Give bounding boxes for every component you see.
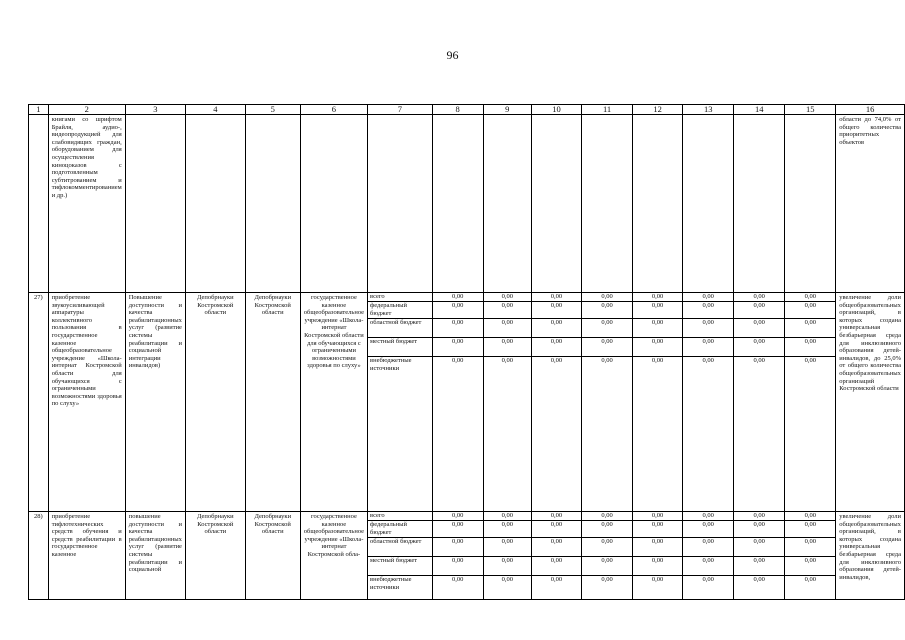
value-cell: 0,00	[433, 338, 483, 357]
result-cell: увеличение доли общеобразовательных организаций, в которых создана универсальная безбарьерная среда для инклюзивного образования детей-инвалидов, до 25,0% от общего количества общеобразовательных организаций Костромской области	[836, 293, 905, 512]
value-cell: 0,00	[633, 512, 682, 521]
value-column	[734, 512, 785, 600]
value-cell: 0,00	[683, 319, 733, 338]
value-cell: 0,00	[734, 557, 784, 576]
header-cell: 4	[185, 105, 245, 115]
value-cell: 0,00	[785, 538, 835, 557]
source-label: всего	[368, 512, 432, 521]
source-label: местный бюджет	[368, 338, 432, 357]
task-cell: повышение доступности и качества реабилитационных услуг (развитие системы реабилитации и социальной	[125, 512, 185, 600]
value-cell: 0,00	[683, 512, 733, 521]
value-cell: 0,00	[550, 357, 563, 364]
value-cell: 0,00	[582, 293, 632, 302]
value-column	[582, 512, 633, 600]
value-cell: 0,00	[702, 576, 714, 583]
value-cell: 0,00	[532, 319, 581, 338]
value-cell: 0,00	[683, 293, 733, 302]
value-cell: 0,00	[433, 521, 483, 538]
header-cell: 16	[836, 105, 905, 115]
value-cell: 0,00	[633, 538, 682, 557]
value-cell: 0,00	[734, 521, 784, 538]
source-label: областной бюджет	[368, 538, 432, 557]
value-cell: 0,00	[702, 357, 714, 364]
value-cell: 0,00	[582, 338, 632, 357]
value-cell: 0,00	[451, 357, 464, 364]
value-cell: 0,00	[734, 512, 784, 521]
header-cell: 3	[125, 105, 185, 115]
value-cell: 0,00	[532, 538, 581, 557]
header-cell: 14	[734, 105, 785, 115]
value-cell: 0,00	[582, 512, 632, 521]
value-cell: 0,00	[484, 338, 531, 357]
source-label: внебюджетные источники	[370, 576, 412, 591]
value-cell: 0,00	[683, 302, 733, 319]
value-cell: 0,00	[785, 338, 835, 357]
table-row-continued	[29, 115, 905, 293]
value-cell: 0,00	[753, 357, 765, 364]
source-label: федеральный бюджет	[368, 302, 432, 319]
value-column	[483, 293, 531, 512]
value-column	[785, 512, 836, 600]
value-cell: 0,00	[785, 293, 835, 302]
value-cell: 0,00	[433, 512, 483, 521]
header-cell: 2	[48, 105, 125, 115]
table-row-28	[29, 512, 905, 600]
value-column	[531, 512, 581, 600]
recipient-cell: государственное казенное общеобразовательное учреждение «Школа-интернат Костромской обла-	[300, 512, 367, 600]
value-cell: 0,00	[633, 557, 682, 576]
value-cell: 0,00	[532, 521, 581, 538]
value-cell: 0,00	[484, 293, 531, 302]
value-cell: 0,00	[785, 521, 835, 538]
row-number: 28)	[29, 512, 49, 600]
value-cell: 0,00	[785, 302, 835, 319]
measure-cell: приобретение тифлотехнических средств обучения и средств реабилитации в государственное казенное	[48, 512, 125, 600]
source-label: внебюджетные источники	[370, 357, 412, 372]
funding-sources	[368, 293, 433, 512]
value-cell: 0,00	[484, 512, 531, 521]
value-cell: 0,00	[451, 576, 464, 583]
value-column	[432, 512, 483, 600]
source-label: федеральный бюджет	[368, 521, 432, 538]
value-cell: 0,00	[582, 319, 632, 338]
value-cell: 0,00	[633, 338, 682, 357]
value-cell: 0,00	[753, 576, 765, 583]
value-column	[432, 293, 483, 512]
value-cell: 0,00	[582, 302, 632, 319]
header-cell: 13	[683, 105, 734, 115]
value-cell: 0,00	[651, 357, 664, 364]
value-cell: 0,00	[433, 538, 483, 557]
header-cell: 7	[368, 105, 433, 115]
value-cell: 0,00	[501, 357, 513, 364]
result-cell: области до 74,0% от общего количества приоритетных объектов	[836, 115, 905, 293]
value-cell: 0,00	[734, 538, 784, 557]
header-cell: 15	[785, 105, 836, 115]
value-cell: 0,00	[484, 302, 531, 319]
value-cell: 0,00	[550, 576, 563, 583]
header-cell: 1	[29, 105, 49, 115]
source-label: местный бюджет	[368, 557, 432, 576]
value-cell: 0,00	[633, 302, 682, 319]
header-cell: 11	[582, 105, 633, 115]
value-cell: 0,00	[785, 512, 835, 521]
value-column	[582, 293, 633, 512]
header-cell: 6	[300, 105, 367, 115]
header-cell: 5	[245, 105, 300, 115]
program-table	[28, 104, 905, 600]
value-cell: 0,00	[734, 319, 784, 338]
value-cell: 0,00	[683, 557, 733, 576]
value-cell: 0,00	[582, 538, 632, 557]
value-cell: 0,00	[532, 302, 581, 319]
executor-cell: Депобрнауки Костромской области	[245, 512, 300, 600]
value-cell: 0,00	[532, 293, 581, 302]
value-cell: 0,00	[433, 557, 483, 576]
customer-cell: Депобрнауки Костромской области	[185, 293, 245, 512]
executor-cell: Депобрнауки Костромской области	[245, 293, 300, 512]
value-cell: 0,00	[433, 302, 483, 319]
source-label: областной бюджет	[368, 319, 432, 338]
header-row	[29, 105, 905, 115]
value-cell: 0,00	[484, 538, 531, 557]
value-cell: 0,00	[785, 319, 835, 338]
value-column	[633, 512, 683, 600]
value-cell: 0,00	[683, 338, 733, 357]
table-row-27	[29, 293, 905, 512]
task-cell: Повышение доступности и качества реабилитационных услуг (развитие системы реабилитации и социальной интеграции инвалидов)	[125, 293, 185, 512]
row-number: 27)	[29, 293, 49, 512]
value-cell: 0,00	[683, 538, 733, 557]
header-cell: 8	[432, 105, 483, 115]
value-cell: 0,00	[633, 293, 682, 302]
value-cell: 0,00	[601, 357, 613, 364]
value-cell: 0,00	[734, 302, 784, 319]
header-cell: 10	[531, 105, 581, 115]
value-cell: 0,00	[633, 319, 682, 338]
measure-cell: приобретение звукоусиливающей аппаратуры коллективного пользования в государственное казенное общеобразовательное учреждение «Школа-интернат Костромской области для обучающихся с ограниченными возможностями здоровья по слуху»	[48, 293, 125, 512]
value-cell: 0,00	[582, 557, 632, 576]
funding-sources	[368, 512, 433, 600]
value-cell: 0,00	[601, 576, 613, 583]
value-cell: 0,00	[734, 293, 784, 302]
result-cell: увеличение доли общеобразовательных организаций, в которых создана универсальная безбарьерная среда для инклюзивного образования детей-инвалидов,	[836, 512, 905, 600]
value-cell: 0,00	[582, 521, 632, 538]
source-label: всего	[368, 293, 432, 302]
value-cell: 0,00	[734, 338, 784, 357]
value-cell: 0,00	[804, 576, 816, 583]
value-cell: 0,00	[501, 576, 513, 583]
value-cell: 0,00	[683, 521, 733, 538]
value-cell: 0,00	[804, 357, 816, 364]
value-cell: 0,00	[532, 557, 581, 576]
value-cell: 0,00	[484, 557, 531, 576]
value-cell: 0,00	[433, 293, 483, 302]
value-column	[734, 293, 785, 512]
value-column	[483, 512, 531, 600]
header-cell: 12	[633, 105, 683, 115]
value-column	[531, 293, 581, 512]
value-cell: 0,00	[484, 521, 531, 538]
page-number: 96	[446, 48, 459, 62]
customer-cell: Депобрнауки Костромской области	[185, 512, 245, 600]
value-cell: 0,00	[532, 512, 581, 521]
value-column	[633, 293, 683, 512]
value-cell: 0,00	[651, 576, 664, 583]
value-column	[785, 293, 836, 512]
value-cell: 0,00	[633, 521, 682, 538]
value-cell: 0,00	[433, 319, 483, 338]
header-cell: 9	[483, 105, 531, 115]
measure-cell: книгами со шрифтом Брайля, аудио-, видеопродукцией для слабовидящих граждан, оборудованием для осуществления киноцоказов с подготовленным субтитрованием и тифлокомментированием и др.)	[48, 115, 125, 293]
value-column	[683, 293, 734, 512]
value-cell: 0,00	[785, 557, 835, 576]
value-cell: 0,00	[484, 319, 531, 338]
recipient-cell: государственное казенное общеобразовательное учреждение «Школа-интернат Костромской области для обучающихся с ограниченными возможностями здоровья по слуху»	[300, 293, 367, 512]
value-cell: 0,00	[532, 338, 581, 357]
value-column	[683, 512, 734, 600]
